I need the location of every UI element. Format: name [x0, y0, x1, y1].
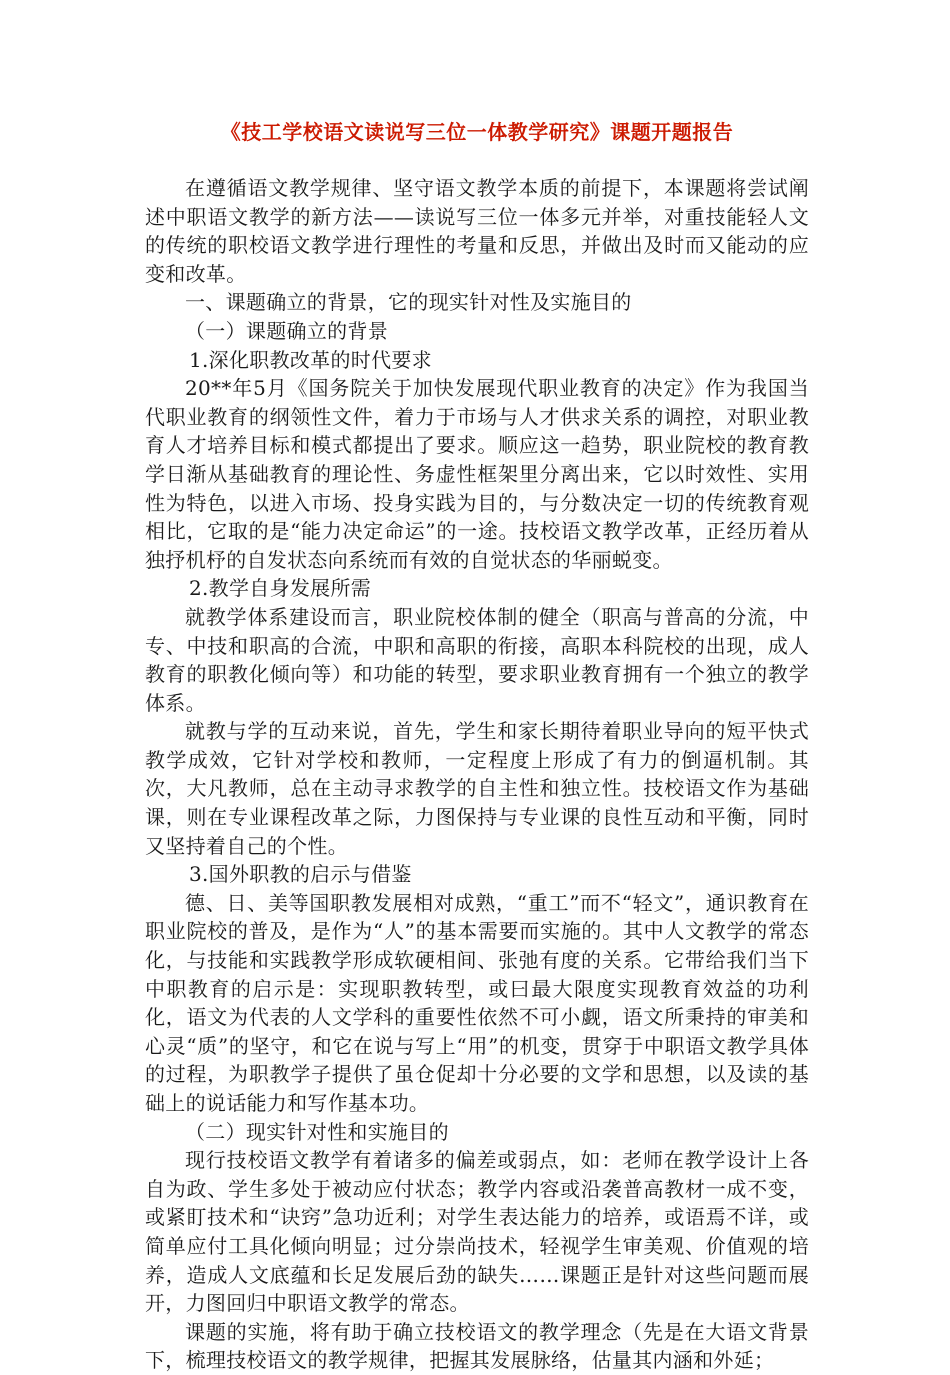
paragraph-foreign: 德、日、美等国职教发展相对成熟，“重工”而不“轻文”，通识教育在职业院校的普及，是作为“人”的基本需要而实施的。其中人文教学的常态化，与技能和实践教学形成软硬相间、张弛有度的关系。它带给我们当下中职教育的启示是：实现职教转型，或曰最大限度实现教育效益的功利化，语文为代表的人文学科的重要性依然不可小觑，语文所秉持的审美和心灵“质”的坚守，和它在说与写上“用”的机变，贯穿于中职语文教学具体的过程，为职教学子提供了虽仓促却十分必要的文学和思想，以及读的基础上的说话能力和写作基本功。 [145, 890, 809, 1115]
paragraph-problems: 现行技校语文教学有着诸多的偏差或弱点，如：老师在教学设计上各自为政、学生多处于被动应付状态；教学内容或沿袭普高教材一成不变，或紧盯技术和“诀窍”急功近利；对学生表达能力的培养，或语焉不详，或简单应付工具化倾向明显；过分崇尚技术，轻视学生审美观、价值观的培养，造成人文底蕴和长足发展后劲的缺失……课题正是针对这些问题而展开，力图回归中职语文教学的常态。 [145, 1148, 809, 1316]
section-heading-1: 一、课题确立的背景，它的现实针对性及实施目的 [185, 290, 632, 315]
item-heading-3: 3.国外职教的启示与借鉴 [189, 862, 412, 887]
document-page [145, 118, 809, 1375]
subsection-heading-background: （一）课题确立的背景 [185, 318, 388, 343]
paragraph-system: 就教学体系建设而言，职业院校体制的健全（职高与普高的分流，中专、中技和职高的合流，中职和高职的衔接，高职本科院校的出现，成人教育的职教化倾向等）和功能的转型，要求职业教育拥有一个独立的教学体系。 [145, 604, 809, 715]
paragraph-implementation: 课题的实施，将有助于确立技校语文的教学理念（先是在大语文背景下，梳理技校语文的教学规律，把握其发展脉络，估量其内涵和外延； [145, 1319, 809, 1373]
subsection-heading-purpose: （二）现实针对性和实施目的 [185, 1119, 449, 1144]
paragraph-policy: 20**年5月《国务院关于加快发展现代职业教育的决定》作为我国当代职业教育的纲领性文件，着力于市场与人才供求关系的调控，对职业教育人才培养目标和模式都提出了要求。顺应这一趋势，职业院校的教育教学日渐从基础教育的理论性、务虚性框架里分离出来，它以时效性、实用性为特色，以进入市场、投身实践为目的，与分数决定一切的传统教育观相比，它取的是“能力决定命运”的一途。技校语文教学改革，正经历着从独抒机杼的自发状态向系统而有效的自觉状态的华丽蜕变。 [145, 376, 809, 572]
intro-paragraph: 在遵循语文教学规律、坚守语文教学本质的前提下，本课题将尝试阐述中职语文教学的新方法——读说写三位一体多元并举，对重技能轻人文的传统的职校语文教学进行理性的考量和反思，并做出及时而又能动的应变和改革。 [145, 176, 809, 286]
item-heading-2: 2.教学自身发展所需 [189, 576, 372, 601]
item-heading-1: 1.深化职教改革的时代要求 [189, 347, 432, 372]
document-title: 《技工学校语文读说写三位一体教学研究》课题开题报告 [220, 120, 734, 144]
paragraph-interaction: 就教与学的互动来说，首先，学生和家长期待着职业导向的短平快式教学成效，它针对学校和教师，一定程度上形成了有力的倒逼机制。其次，大凡教师，总在主动寻求教学的自主性和独立性。技校语文作为基础课，则在专业课程改革之际，力图保持与专业课的良性互动和平衡，同时又坚持着自己的个性。 [145, 719, 809, 858]
